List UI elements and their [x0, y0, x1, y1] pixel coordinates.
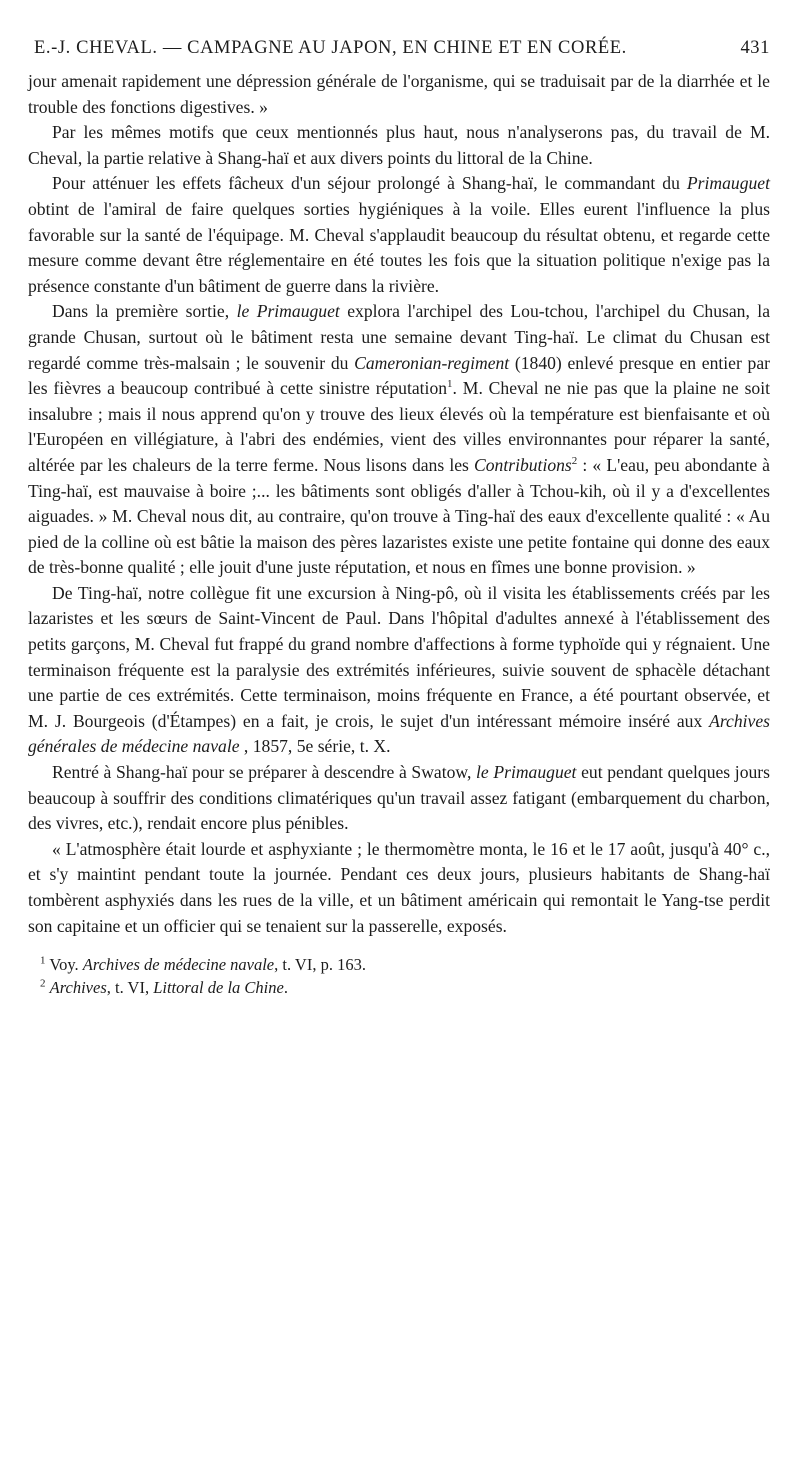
- text-run: , t. VI,: [106, 978, 154, 998]
- text-run: Par les mêmes motifs que ceux mentionnés plus haut, nous n'analyserons pas, du travail de M. Cheval, la partie relative à Shang-haï et aux divers points du littoral de la Chine.: [28, 122, 770, 168]
- italic-text: Contributions: [474, 454, 572, 475]
- page: [28, 38, 770, 999]
- text-run: explora l'archipel des Lou-tchou, l'archipel du Chusan, la grande Chusan, surtout où le bâtiment resta une semaine devant Ting-haï. Le climat du Chusan est regardé comme très-malsain ; le souvenir du: [28, 301, 771, 373]
- text-run: : « L'eau, peu abondante à Ting-haï, est mauvaise à boire ;... les bâtiments sont obligés d'aller à Tchou-kih, où il y a d'excellentes aiguades. » M. Cheval nous dit, au contraire, qu'on trouve à Ting-haï des eaux d'excellente qualité : « Au pied de la colline où est bâtie la maison des pères lazaristes existe une petite fontaine qui donne des eaux de très-bonne qualité ; elle jouit d'une juste réputation, et nous en fîmes une bonne provision. »: [28, 454, 770, 578]
- footnotes: [28, 953, 770, 999]
- footnote-ref: 2: [40, 977, 46, 990]
- paragraph: [28, 837, 770, 939]
- italic-text: Archives: [49, 978, 107, 998]
- text-run: jour amenait rapidement une dépression générale de l'organisme, qui se traduisait par de la diarrhée et le trouble des fonctions digestives. »: [28, 71, 770, 117]
- paragraph: [28, 581, 770, 760]
- text-run: obtint de l'amiral de faire quelques sorties hygiéniques à la voile. Elles eurent l'influence la plus favorable sur la santé de l'équipage. M. Cheval s'applaudit beaucoup du résultat obtenu, et regarde cette mesure comme devant être réglementaire en été toutes les fois que la situation politique n'exige pas la présence constante d'un bâtiment de guerre dans la rivière.: [28, 198, 770, 296]
- body-text: [28, 69, 770, 939]
- text-run: Pour atténuer les effets fâcheux d'un séjour prolongé à Shang-haï, le commandant du: [52, 173, 687, 194]
- footnote-ref: 1: [40, 954, 46, 967]
- paragraph: [28, 760, 770, 837]
- text-run: De Ting-haï, notre collègue fit une excursion à Ning-pô, où il visita les établissements créés par les lazaristes et les sœurs de Saint-Vincent de Paul. Dans l'hôpital d'adultes annexé à l'établissement des petits garçons, M. Cheval fut frappé du grand nombre d'affections à forme typhoïde qui y régnaient. Une terminaison fréquente est la paralysie des extrémités inférieures, suivie souvent de sphacèle détachant une partie de ces extrémités. Cette terminaison, moins fréquente en France, a été pourtant observée, et M. J. Bourgeois (d'Étampes) en a fait, je crois, le sujet d'un intéressant mémoire inséré aux: [28, 582, 770, 731]
- footnote: [28, 953, 770, 976]
- italic-text: Archives de médecine navale: [82, 955, 275, 975]
- italic-text: Primauguet: [686, 173, 770, 194]
- italic-text: le Primauguet: [476, 762, 577, 783]
- paragraph: [28, 299, 770, 581]
- footnote-ref: 2: [571, 455, 578, 468]
- text-run: Voy.: [45, 955, 83, 975]
- text-run: eut pendant quelques jours beaucoup à souffrir des conditions climatériques qu'un travail assez fatigant (embarquement du charbon, des vivres, etc.), rendait encore plus pénibles.: [28, 762, 770, 834]
- italic-text: Littoral de la Chine: [153, 978, 284, 998]
- footnote-ref: 1: [447, 378, 453, 391]
- italic-text: le Primauguet: [236, 301, 340, 322]
- paragraph: [28, 120, 770, 171]
- footnote: [28, 976, 770, 999]
- text-run: , t. VI, p. 163.: [274, 955, 366, 975]
- text-run: (1840) enlevé presque en entier par les fièvres a beaucoup contribué à cette sinistre réputation: [28, 352, 770, 399]
- page-number: 431: [740, 38, 770, 58]
- text-run: , 1857, 5e série, t. X.: [239, 736, 391, 757]
- italic-text: Cameronian-regiment: [354, 352, 510, 373]
- running-title: E.-J. CHEVAL. — CAMPAGNE AU JAPON, EN CHINE ET EN CORÉE.: [34, 38, 627, 58]
- text-run: Rentré à Shang-haï pour se préparer à descendre à Swatow,: [52, 762, 477, 783]
- text-run: .: [283, 978, 288, 998]
- text-run: . M. Cheval ne nie pas que la plaine ne soit insalubre ; mais il nous apprend qu'on y trouve des lieux élevés où la température est bienfaisante et où l'Européen en villégiature, à l'abri des endémies, vient des villes environnantes pour réparer la santé, altérée par les chaleurs de la terre ferme. Nous lisons dans les: [28, 378, 770, 475]
- paragraph: [28, 69, 770, 120]
- text-run: « L'atmosphère était lourde et asphyxiante ; le thermomètre monta, le 16 et le 17 août, jusqu'à 40° c., et s'y maintint pendant toute la journée. Pendant ces deux jours, plusieurs habitants de Shang-haï tombèrent asphyxiés dans les rues de la ville, et un bâtiment américain qui remontait le Yang-tse perdit son capitaine et un officier qui se tenaient sur la passerelle, exposés.: [28, 838, 770, 936]
- running-header: [28, 38, 770, 59]
- paragraph: [28, 171, 770, 299]
- italic-text: Archives générales de médecine navale: [28, 710, 770, 757]
- text-run: Dans la première sortie,: [52, 301, 237, 322]
